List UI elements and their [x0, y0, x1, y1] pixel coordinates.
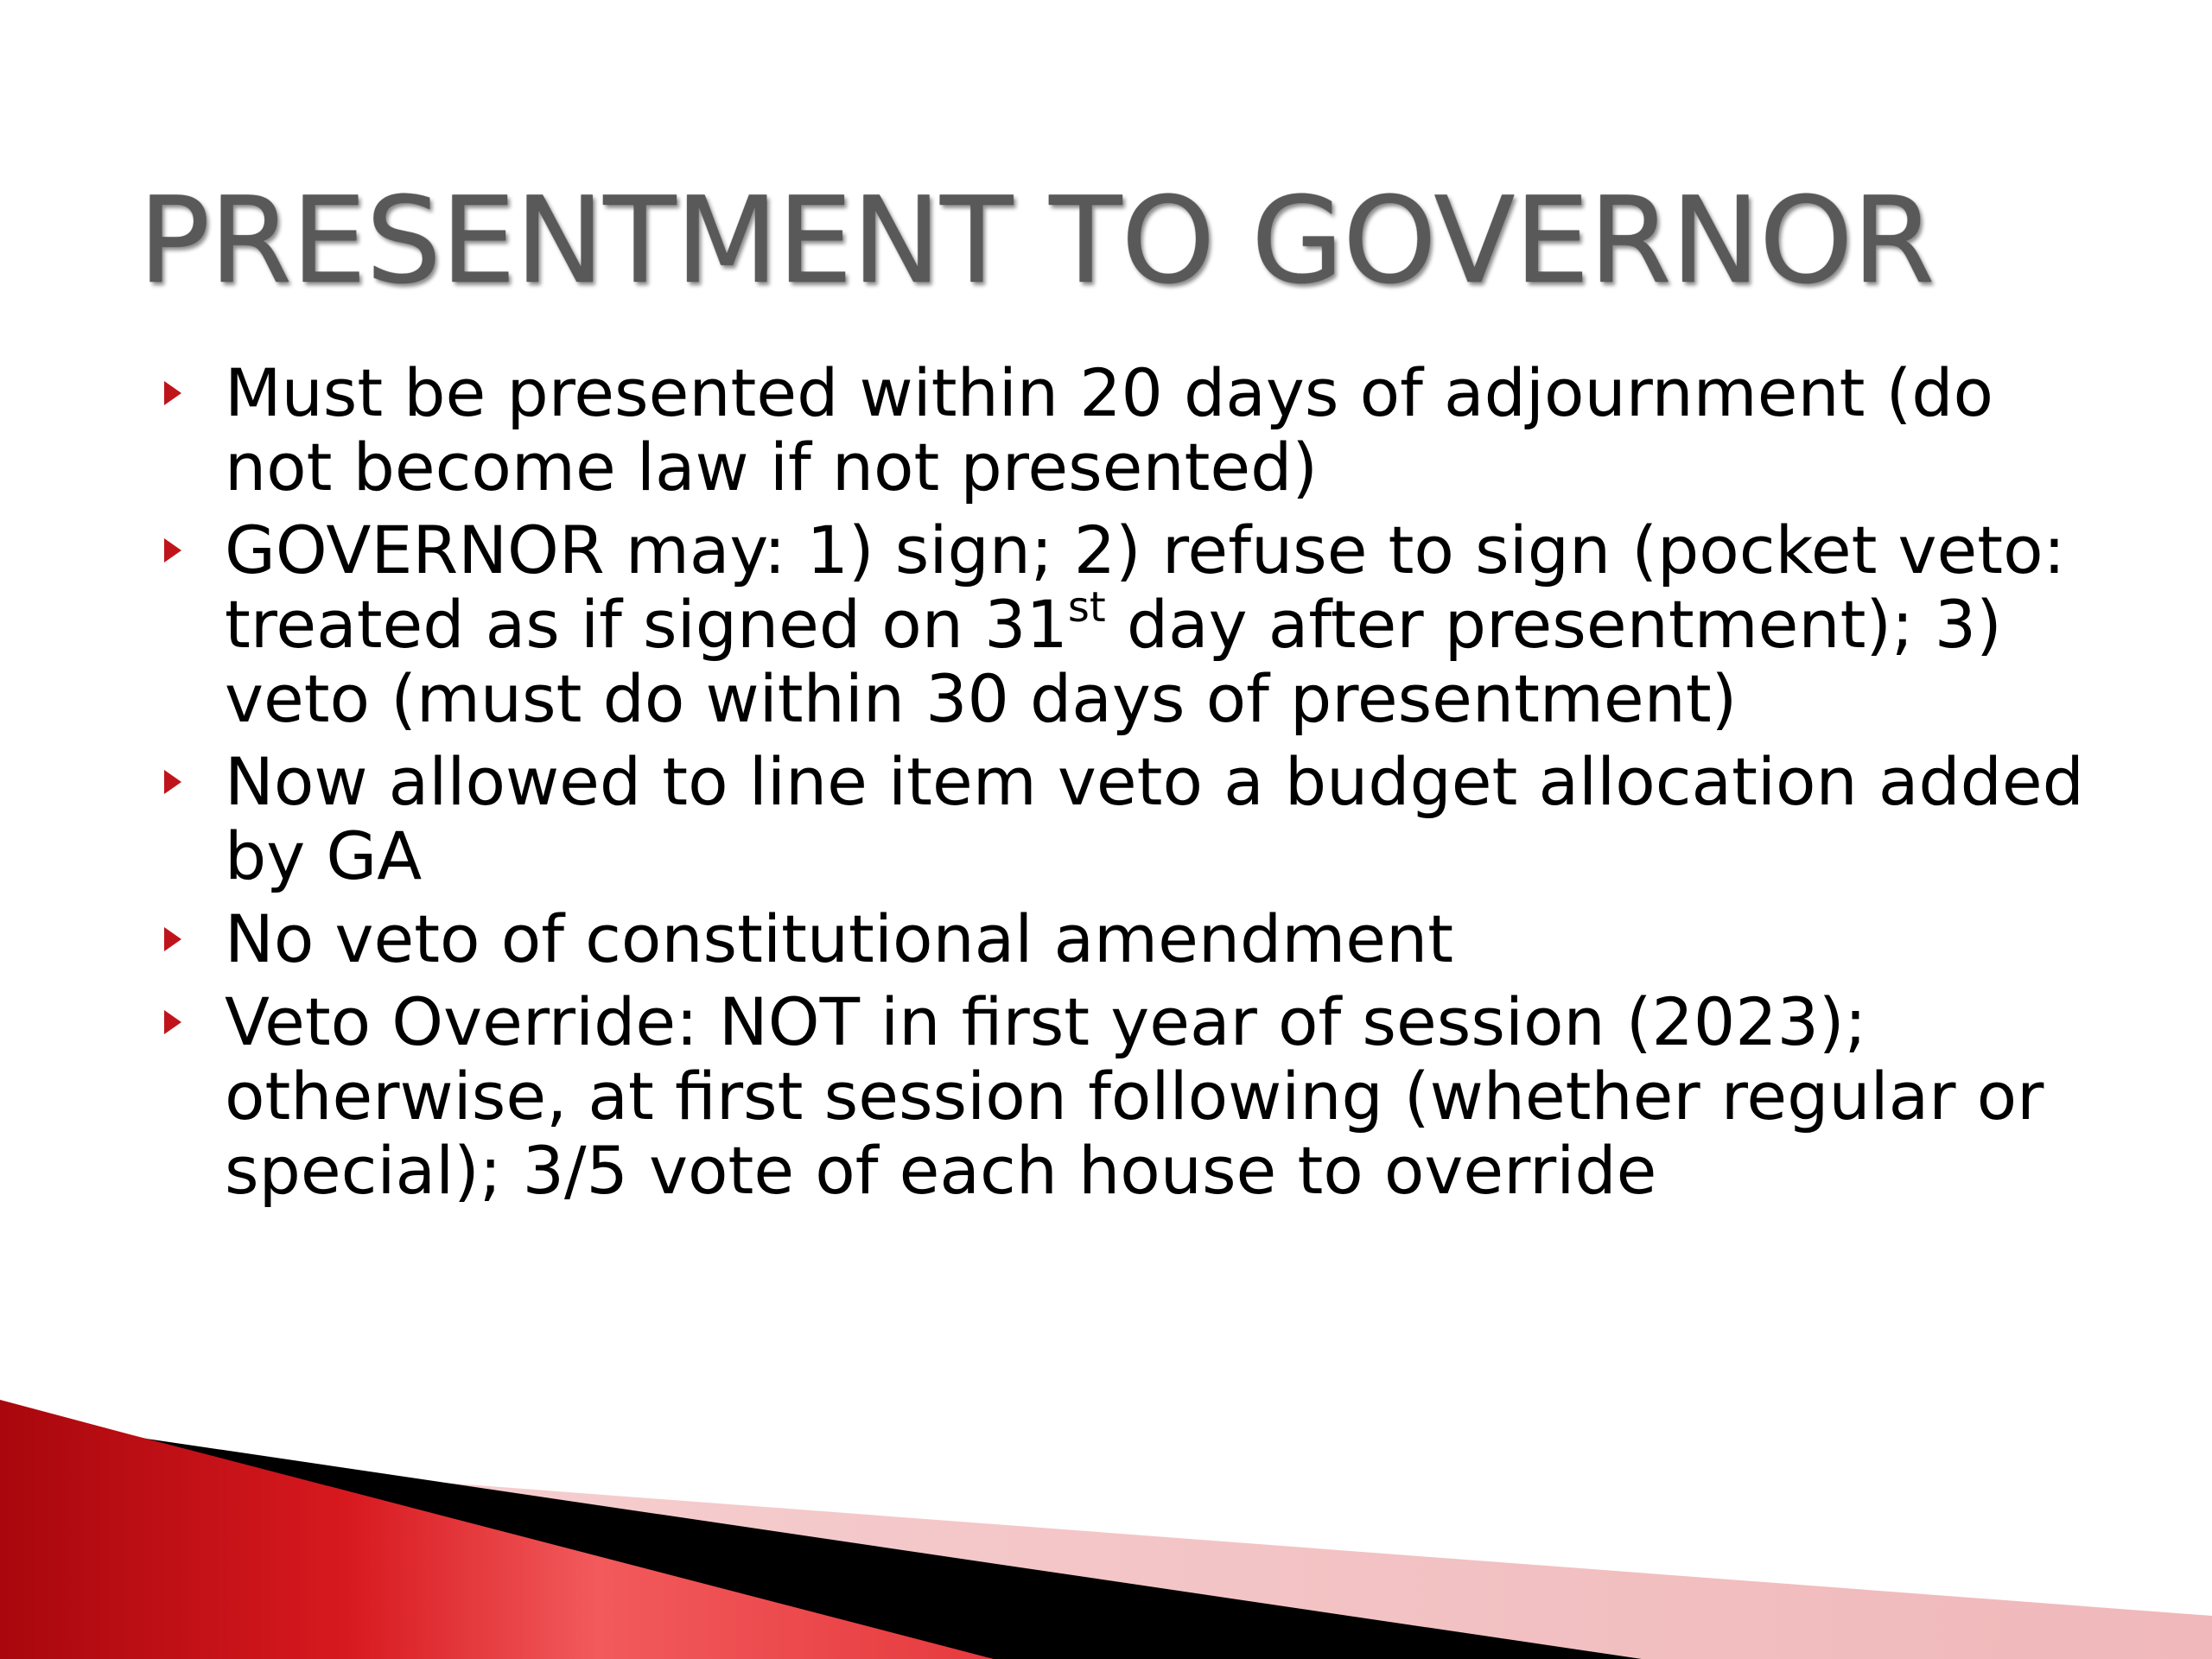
bullet-arrow-icon: [164, 770, 181, 794]
black-swoosh-band: [0, 1417, 1642, 1659]
bullet-item: [161, 902, 2113, 976]
bullet-text: No veto of constitutional amendment: [225, 900, 1453, 977]
bullet-arrow-icon: [164, 1010, 181, 1034]
red-swoosh-band: [0, 1400, 994, 1659]
slide-title: PRESENTMENT TO GOVERNOR: [138, 171, 1935, 310]
ordinal-superscript: st: [1067, 583, 1106, 632]
bullet-text-part: GOVERNOR may: 1) sign; 2) refuse to sign (pocket veto: treated as if signed on 31: [225, 512, 2066, 663]
bullet-item: [161, 745, 2113, 893]
bullet-text: Now allowed to line item veto a budget allocation added by GA: [225, 743, 2084, 894]
bullet-arrow-icon: [164, 538, 181, 563]
pink-swoosh-band: [0, 1469, 2212, 1659]
bullet-arrow-icon: [164, 381, 181, 405]
bullet-text: Must be presented within 20 days of adjournment (do not become law if not presented): [225, 354, 1993, 505]
bullet-item: [161, 356, 2113, 505]
bullet-text: [225, 512, 2065, 737]
bullet-arrow-icon: [164, 927, 181, 951]
bullet-list: [161, 356, 2113, 1217]
bullet-item: [161, 985, 2113, 1208]
bullet-item: [161, 513, 2113, 736]
bullet-text: Veto Override: NOT in first year of session (2023); otherwise, at first session following (whether regular or special); 3/5 vote of each house to override: [225, 983, 2044, 1209]
bullet-text-part: day after presentment); 3) veto (must do within 30 days of presentment): [225, 586, 2002, 737]
